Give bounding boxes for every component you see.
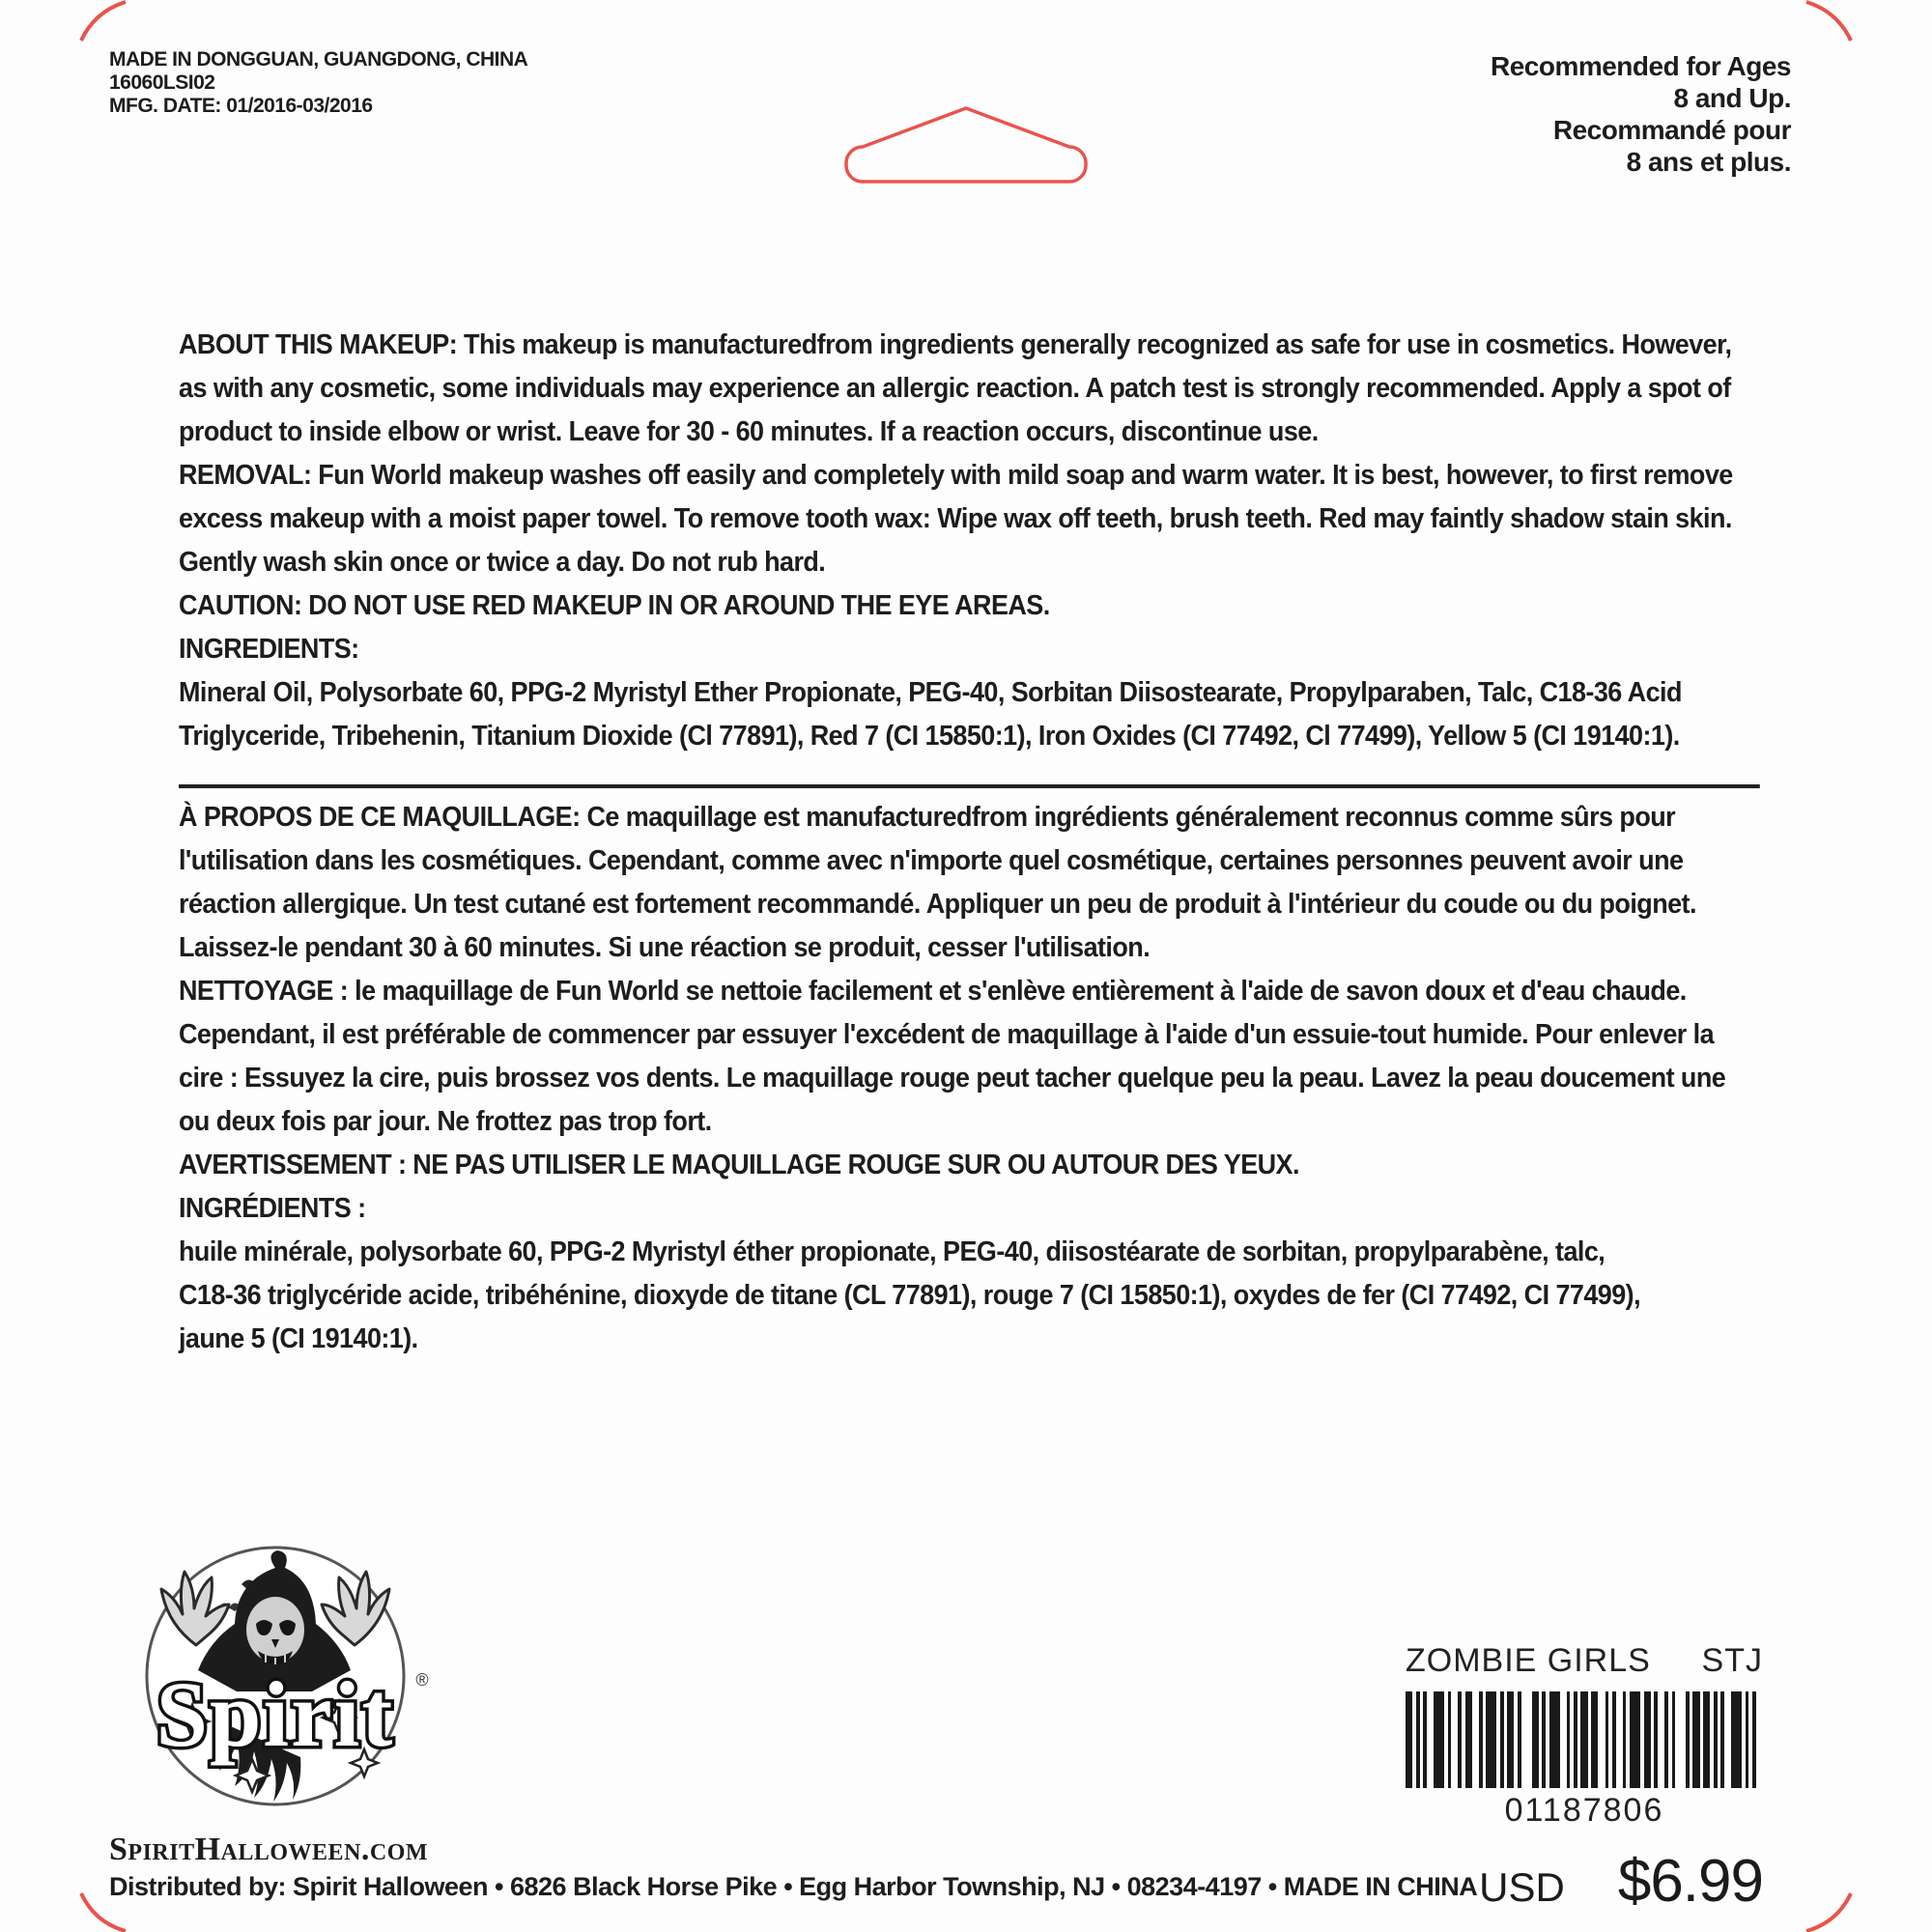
ingredients-fr-line-3: jaune 5 (CI 19140:1). bbox=[179, 1323, 418, 1354]
style-code: STJ bbox=[1701, 1642, 1763, 1679]
lot-number: 16060LSI02 bbox=[109, 71, 215, 94]
distributed-by-line: Distributed by: Spirit Halloween • 6826 Black Horse Pike • Egg Harbor Township, NJ • 08234-4197 • MADE IN CHINA bbox=[109, 1872, 1478, 1901]
website-url: SpiritHalloween.com bbox=[109, 1832, 429, 1867]
ingredients-fr-line-2: C18-36 triglycéride acide, tribéhénine, dioxyde de titane (CL 77891), rouge 7 (CI 15850:1), oxydes de fer (CI 77492, CI 77499), bbox=[179, 1280, 1641, 1311]
barcode-number: 01187806 bbox=[1504, 1792, 1664, 1829]
hang-hole-cutout bbox=[846, 108, 1086, 182]
cleaning-paragraph-fr: NETTOYAGE : le maquillage de Fun World se nettoie facilement et s'enlève entièrement à l'aide de savon doux et d'eau chaude. Cependant, il est préférable de commencer par essuyer l'excédent de maquillage à l'aide d'un essuie-tout humide. Pour enlever la cire : Essuyez la cire, puis brossez vos dents. Le maquillage rouge peut tacher quelque peu la peau. Lavez la peau doucement une ou deux fois par jour. Ne frottez pas trop fort. bbox=[179, 976, 1726, 1137]
removal-paragraph: REMOVAL: Fun World makeup washes off easily and completely with mild soap and warm water. It is best, however, to first remove excess makeup with a moist paper towel. To remove tooth wax: Wipe wax off teeth, brush teeth. Red may faintly shadow stain skin. Gently wash skin once or twice a day. Do not rub hard. bbox=[179, 460, 1733, 578]
barcode bbox=[1406, 1691, 1763, 1788]
age-line-fr-1: Recommandé pour bbox=[1552, 115, 1791, 145]
logo-wordmark: Spirit bbox=[156, 1662, 395, 1766]
spirit-halloween-logo bbox=[111, 1531, 440, 1831]
corner-arc-bottom-right bbox=[1806, 1893, 1851, 1931]
ingredients-heading-fr: INGRÉDIENTS : bbox=[179, 1193, 366, 1224]
corner-arc-top-left bbox=[81, 2, 126, 41]
manufacturing-info bbox=[109, 48, 527, 118]
price-value: $6.99 bbox=[1617, 1848, 1763, 1915]
mfg-date: MFG. DATE: 01/2016-03/2016 bbox=[109, 95, 373, 117]
age-line-fr-2: 8 ans et plus. bbox=[1626, 147, 1791, 177]
price-label bbox=[1406, 1642, 1763, 1916]
age-recommendation bbox=[1491, 50, 1791, 178]
about-paragraph-fr: À PROPOS DE CE MAQUILLAGE: Ce maquillage est manufacturedfrom ingrédients généralement reconnus comme sûrs pour l'utilisation dans les cosmétiques. Cependant, comme avec n'importe quel cosmétique, certaines personnes peuvent avoir une réaction allergique. Un test cutané est fortement recommandé. Appliquer un peu de produit à l'intérieur du coude ou du poignet. Laissez-le pendant 30 à 60 minutes. Si une réaction se produit, cesser l'utilisation. bbox=[179, 802, 1696, 963]
age-line-en-1: Recommended for Ages bbox=[1490, 51, 1791, 81]
reaper-skull bbox=[246, 1597, 304, 1662]
ingredients-list: Mineral Oil, Polysorbate 60, PPG-2 Myristyl Ether Propionate, PEG-40, Sorbitan Diisostearate, Propylparaben, Talc, C18-36 Acid Triglyceride, Tribehenin, Titanium Dioxide (Cl 77891), Red 7 (CI 15850:1), Iron Oxides (CI 77492, Cl 77499), Yellow 5 (CI 19140:1). bbox=[179, 677, 1682, 752]
ingredients-fr-line-1: huile minérale, polysorbate 60, PPG-2 Myristyl éther propionate, PEG-40, diisostéarate de sorbitan, propylparabène, talc, bbox=[179, 1236, 1605, 1267]
about-paragraph: ABOUT THIS MAKEUP: This makeup is manufacturedfrom ingredients generally recognized as safe for use in cosmetics. However, as with any cosmetic, some individuals may experience an allergic reaction. A patch test is strongly recommended. Apply a spot of product to inside elbow or wrist. Leave for 30 - 60 minutes. If a reaction occurs, discontinue use. bbox=[179, 329, 1732, 447]
caution-line: CAUTION: DO NOT USE RED MAKEUP IN OR AROUND THE EYE AREAS. bbox=[179, 590, 1050, 621]
ingredients-heading: INGREDIENTS: bbox=[179, 634, 359, 665]
warning-line-fr: AVERTISSEMENT : NE PAS UTILISER LE MAQUILLAGE ROUGE SUR OU AUTOUR DES YEUX. bbox=[179, 1150, 1299, 1180]
age-line-en-2: 8 and Up. bbox=[1673, 83, 1791, 113]
registered-mark: ® bbox=[415, 1670, 429, 1690]
product-name: ZOMBIE GIRLS bbox=[1406, 1642, 1651, 1679]
label-text-column bbox=[179, 324, 1760, 1361]
corner-arc-top-right bbox=[1806, 2, 1851, 41]
section-divider bbox=[179, 784, 1760, 788]
currency-label: USD bbox=[1479, 1864, 1565, 1910]
made-in-line: MADE IN DONGGUAN, GUANGDONG, CHINA bbox=[109, 48, 528, 71]
